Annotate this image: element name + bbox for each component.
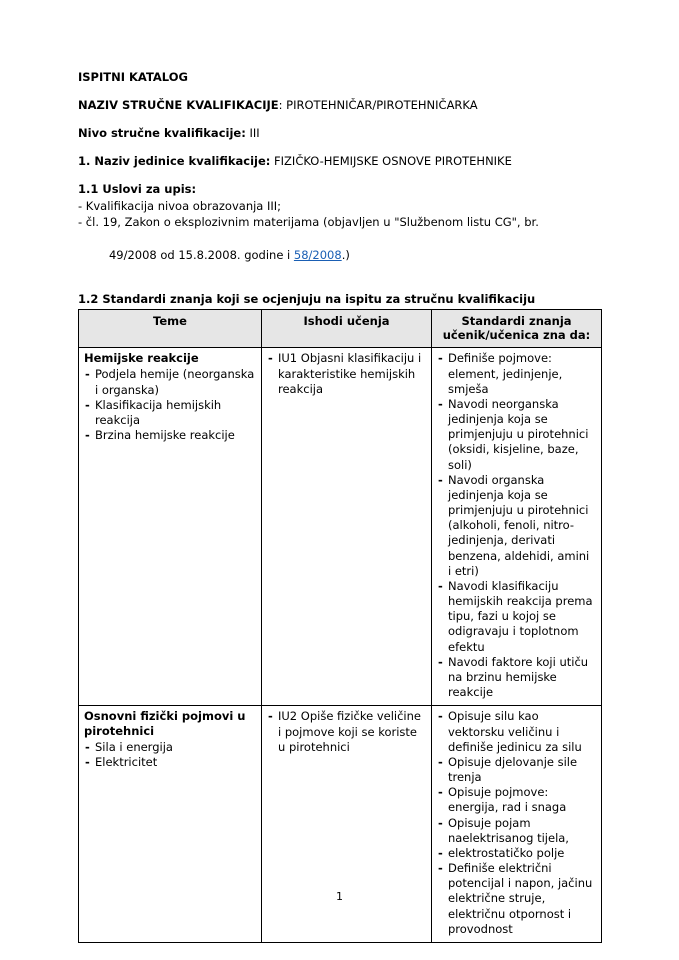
page-title: ISPITNI KATALOG: [78, 70, 188, 84]
cell-theme-1: [79, 348, 262, 706]
level-label: Nivo stručne kvalifikacije:: [78, 126, 246, 140]
qualification-label: NAZIV STRUČNE KVALIFIKACIJE: [78, 98, 279, 112]
list-item: - Podjela hemije (neorganska i organska): [84, 367, 256, 397]
cell-outcomes-2: [262, 706, 432, 943]
list-item: - Opisuje silu kao vektorsku veličinu i definiše jedinicu za silu: [437, 709, 596, 755]
entry-condition-item-2-continuation: [78, 231, 601, 280]
column-header-standardi-line2: učenik/učenica zna da:: [442, 328, 591, 343]
list-item: - Opisuje djelovanje sile trenja: [437, 755, 596, 785]
entry-condition-item-1: - Kvalifikacija nivoa obrazovanja III;: [78, 199, 282, 213]
list-item: - Opisuje pojmove: energija, rad i snaga: [437, 785, 596, 815]
theme-title-2: Osnovni fizički pojmovi u pirotehnici: [84, 709, 246, 739]
column-header-teme: Teme: [79, 309, 262, 348]
cell-outcomes-1: [262, 348, 432, 706]
unit-value: FIZIČKO-HEMIJSKE OSNOVE PIROTEHNIKE: [274, 154, 512, 168]
list-item: - Sila i energija: [84, 740, 256, 755]
list-item: - IU2 Opiše fizičke veličine i pojmove koji se koriste u pirotehnici: [267, 709, 426, 755]
table-header-row: [79, 309, 602, 348]
list-item: - Klasifikacija hemijskih reakcija: [84, 398, 256, 428]
list-item: - Navodi organska jedinjenja koja se primjenjuju u pirotehnici (alkoholi, fenoli, nitro-jedinjenja, derivati benzena, aldehidi, amini i etri): [437, 473, 596, 579]
table-row: [79, 706, 602, 943]
standards-table: [78, 309, 602, 943]
entry-conditions-title-colon: :: [191, 182, 197, 196]
list-item: - Brzina hemijske reakcije: [84, 428, 256, 443]
list-item: - Definiše električni potencijal i napon, jačinu električne struje, električnu otpornost i provodnost: [437, 861, 596, 937]
entry-condition-continuation-pre: 49/2008 od 15.8.2008. godine i: [108, 247, 294, 262]
entry-conditions-title-text: 1.1 Uslovi za upis: [78, 182, 192, 196]
law-reference-link[interactable]: 58/2008: [293, 247, 342, 262]
outcome-items-2: [267, 709, 426, 755]
list-item: - Definiše pojmove: element, jedinjenje, smješa: [437, 351, 596, 397]
outcome-items-1: [267, 351, 426, 397]
qualification-name-line: [78, 98, 601, 112]
entry-conditions-list: [78, 198, 601, 280]
cell-standards-1: [432, 348, 602, 706]
list-item: - Elektricitet: [84, 755, 256, 770]
cell-theme-2: [79, 706, 262, 943]
column-header-standardi-line1: Standardi znanja: [461, 313, 572, 328]
entry-condition-continuation-post: .): [341, 247, 350, 262]
list-item: - Navodi neorganska jedinjenja koja se primjenjuju u pirotehnici (oksidi, kisjeline, baze, soli): [437, 397, 596, 473]
level-value: III: [249, 126, 260, 140]
unit-label: 1. Naziv jedinice kvalifikacije:: [78, 154, 271, 168]
table-row: [79, 348, 602, 706]
list-item: - Navodi klasifikaciju hemijskih reakcija prema tipu, fazi u kojoj se odigravaju i toplotnom efektu: [437, 579, 596, 655]
column-header-ishodi: Ishodi učenja: [262, 309, 432, 348]
page-number: 1: [336, 890, 343, 903]
cell-standards-2: [432, 706, 602, 943]
list-item: - Navodi faktore koji utiču na brzinu hemijske reakcije: [437, 655, 596, 701]
list-item: - IU1 Objasni klasifikaciju i karakteristike hemijskih reakcija: [267, 351, 426, 397]
standard-items-1: [437, 351, 596, 700]
list-item: - elektrostatičko polje: [437, 846, 596, 861]
qualification-separator: :: [278, 98, 287, 112]
theme-title-1: Hemijske reakcije: [84, 351, 199, 366]
qualification-value: PIROTEHNIČAR/PIROTEHNIČARKA: [286, 98, 478, 112]
entry-condition-item-2: - čl. 19, Zakon o eksplozivnim materijama (objavljen u "Službenom listu CG", br.: [78, 215, 539, 230]
list-item: - Opisuje pojam naelektrisanog tijela,: [437, 816, 596, 846]
theme-items-2: [84, 740, 256, 770]
theme-items-1: [84, 367, 256, 443]
column-header-standardi: [432, 309, 602, 348]
level-line: [78, 126, 601, 140]
standards-caption: 1.2 Standardi znanja koji se ocjenjuju na ispitu za stručnu kvalifikaciju: [78, 291, 536, 306]
unit-line: [78, 154, 601, 168]
entry-conditions-title: [78, 182, 601, 196]
